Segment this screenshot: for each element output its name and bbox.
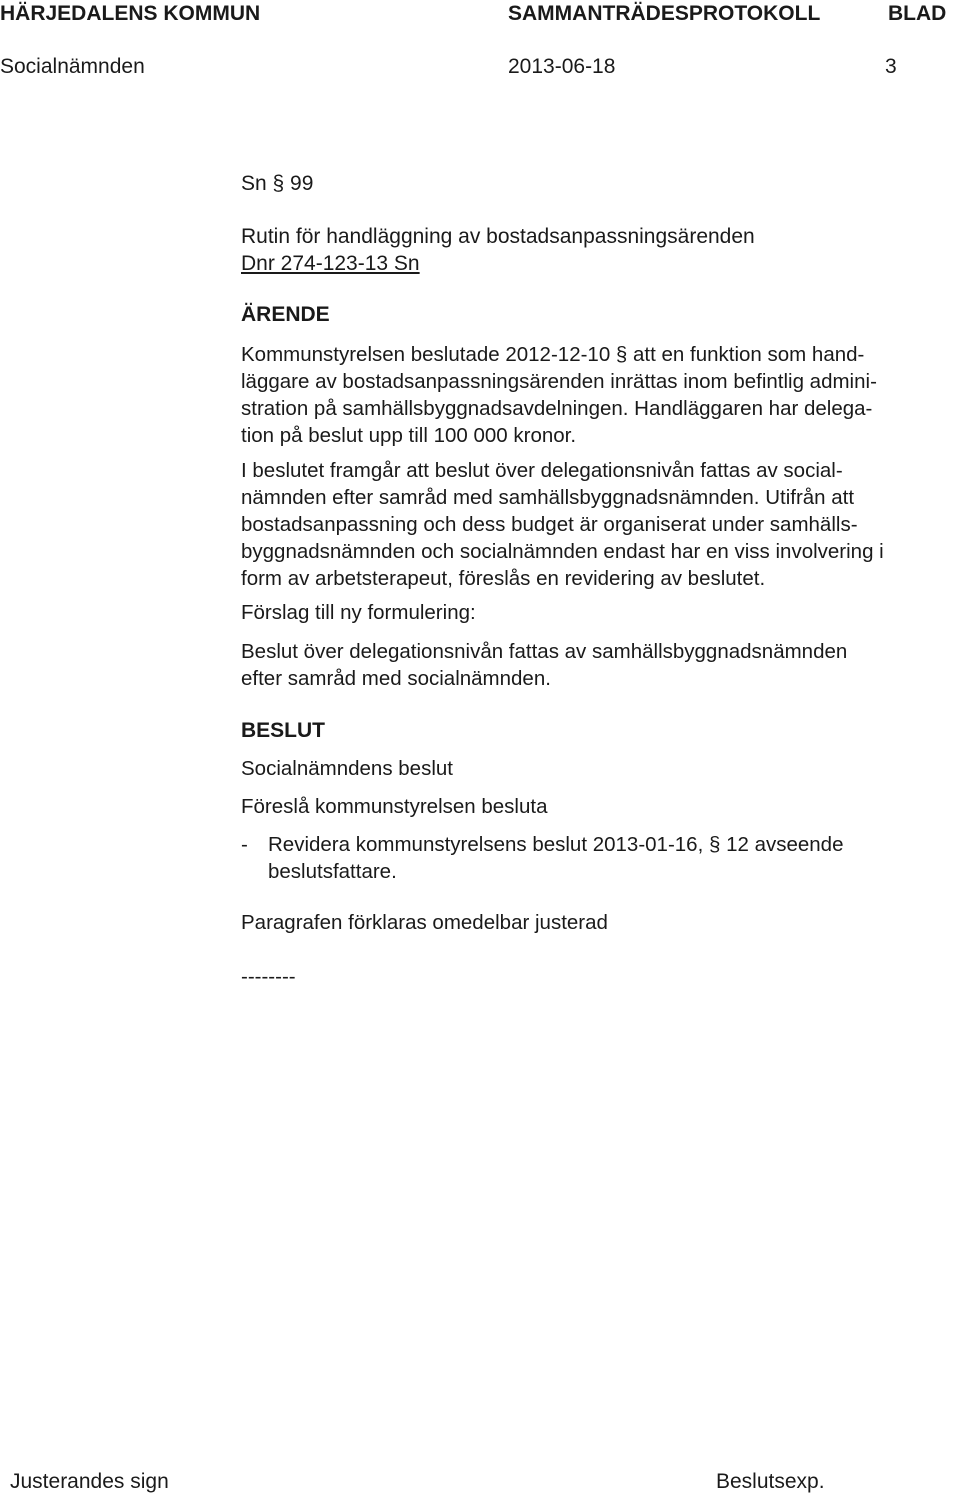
text-line: byggnadsnämnden och socialnämnden endast har en viss involvering i <box>241 540 884 563</box>
text-line: Beslut över delegationsnivån fattas av samhällsbyggnadsnämnden <box>241 640 848 663</box>
meeting-date: 2013-06-18 <box>508 55 616 78</box>
page-number: 3 <box>885 55 897 78</box>
municipality-name: HÄRJEDALENS KOMMUN <box>0 2 261 25</box>
text-line: nämnden efter samråd med samhällsbyggnadsnämnden. Utifrån att <box>241 486 855 509</box>
text-line: stration på samhällsbyggnadsavdelningen. Handläggaren har delega- <box>241 397 873 420</box>
justification-text: Paragrafen förklaras omedelbar justerad <box>241 911 608 934</box>
beslut-intro: Föreslå kommunstyrelsen besluta <box>241 795 548 818</box>
text-line: Kommunstyrelsen beslutade 2012-12-10 § att en funktion som hand- <box>241 343 865 366</box>
justerandes-sign-label: Justerandes sign <box>10 1470 169 1493</box>
text-line: efter samråd med socialnämnden. <box>241 667 551 690</box>
bullet-item <box>268 831 843 885</box>
arende-paragraph-2 <box>241 457 884 592</box>
arende-heading: ÄRENDE <box>241 303 330 326</box>
blad-label: BLAD <box>888 2 947 25</box>
section-title: Rutin för handläggning av bostadsanpassningsärenden <box>241 225 755 248</box>
text-line: läggare av bostadsanpassningsärenden inrättas inom befintlig admini- <box>241 370 877 393</box>
text-line: beslutsfattare. <box>268 860 397 883</box>
text-line: I beslutet framgår att beslut över delegationsnivån fattas av social- <box>241 459 843 482</box>
text-line: tion på beslut upp till 100 000 kronor. <box>241 424 577 447</box>
proposal-text <box>241 638 847 692</box>
beslutsexp-label: Beslutsexp. <box>716 1470 825 1493</box>
dnr-text: Dnr 274-123-13 Sn <box>241 252 420 275</box>
proposal-label: Förslag till ny formulering: <box>241 601 476 624</box>
text-line: Revidera kommunstyrelsens beslut 2013-01-16, § 12 avseende <box>268 833 844 856</box>
paragraph-id: Sn § 99 <box>241 172 314 195</box>
document-type: SAMMANTRÄDESPROTOKOLL <box>508 2 821 25</box>
beslut-subheading: Socialnämndens beslut <box>241 757 453 780</box>
bullet-dash: - <box>241 833 248 856</box>
arende-paragraph-1 <box>241 341 877 449</box>
text-line: bostadsanpassning och dess budget är organiserat under samhälls- <box>241 513 858 536</box>
committee-name: Socialnämnden <box>0 55 145 78</box>
dnr-line <box>241 250 811 277</box>
text-line: form av arbetsterapeut, föreslås en revidering av beslutet. <box>241 567 766 590</box>
end-marker: -------- <box>241 965 296 988</box>
beslut-heading: BESLUT <box>241 719 325 742</box>
